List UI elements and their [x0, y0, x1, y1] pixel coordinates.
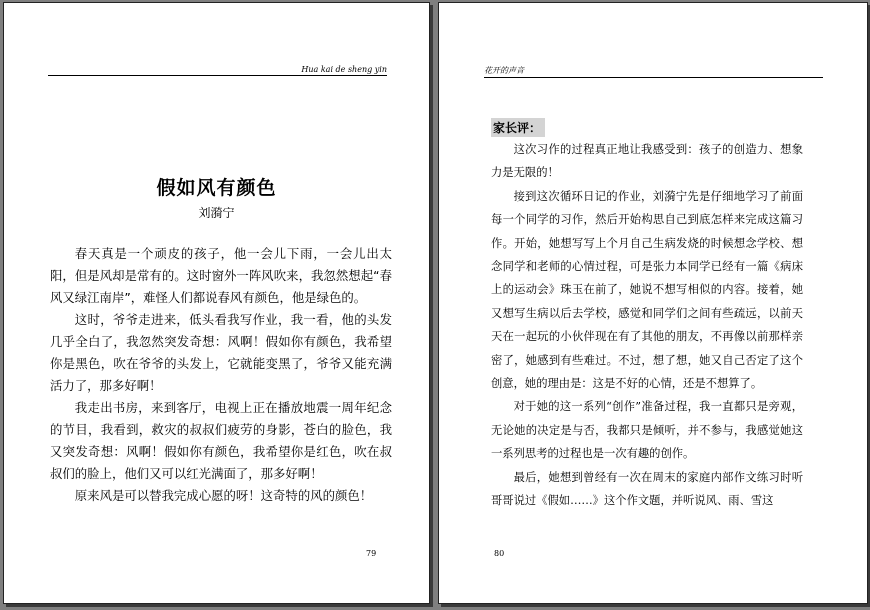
page-number: 80 — [494, 549, 505, 558]
page-header: 花开的声音 — [484, 65, 823, 78]
paragraph: 这时，爷爷走进来，低头看我写作业，我一看，他的头发几乎全白了，我忽然突发奇想：风啊！假如你有颜色，我希望你是黑色，吹在爷爷的头发上，它就能变黑了，爷爷又能充满活力了，那多好啊！ — [50, 312, 392, 393]
parent-comment-body — [491, 138, 803, 513]
essay-body — [50, 243, 392, 507]
author-name: 刘漪宁 — [198, 206, 235, 220]
parent-comment-label: 家长评： — [491, 118, 545, 137]
paragraph: 我走出书房，来到客厅，电视上正在播放地震一周年纪念的节目，我看到，救灾的叔叔们疲劳的身影，苍白的脸色，我又突发奇想：风啊！假如你有颜色，我希望你是红色，吹在叔叔们的脸上，他们又可以红光满面了，那多好啊！ — [50, 400, 392, 481]
essay-title: 假如风有颜色 — [156, 177, 277, 199]
paragraph: 对于她的这一系列“创作”准备过程，我一直都只是旁观，无论她的决定是与否，我都只是倾听，并不参与，我感觉她这一系列思考的过程也是一次有趣的创作。 — [491, 400, 803, 461]
paragraph: 这次习作的过程真正地让我感受到：孩子的创造力、想象力是无限的！ — [491, 143, 803, 180]
paragraph: 春天真是一个顽皮的孩子，他一会儿下雨，一会儿出太阳，但是风却是常有的。这时窗外一阵风吹来，我忽然想起“春风又绿江南岸”，难怪人们都说春风有颜色，他是绿色的。 — [50, 246, 392, 305]
right-page — [438, 2, 868, 604]
paragraph: 原来风是可以替我完成心愿的呀！这奇特的风的颜色！ — [74, 488, 373, 503]
page-number: 79 — [366, 549, 377, 558]
left-page — [3, 2, 430, 604]
paragraph: 接到这次循环日记的作业，刘漪宁先是仔细地学习了前面每一个同学的习作，然后开始构思自己到底怎样来完成这篇习作。开始，她想写写上个月自己生病发烧的时候想念学校、想念同学和老师的心情过程，可是张力本同学已经有一篇《病床上的运动会》珠玉在前了，她说不想写相似的内容。接着，她又想写生病以后去学校，感觉和同学们之间有些疏远，以前天天在一起玩的小伙伴现在有了其他的朋友，不再像以前那样亲密了，她感到有些难过。不过，想了想，她又自己否定了这个创意，她的理由是：这是不好的心情，还是不想算了。 — [491, 189, 803, 391]
page-header: Hua kai de sheng yin — [48, 65, 387, 76]
paragraph: 最后，她想到曾经有一次在周末的家庭内部作文练习时听哥哥说过《假如……》这个作文题，并听说风、雨、雪这 — [491, 470, 803, 508]
